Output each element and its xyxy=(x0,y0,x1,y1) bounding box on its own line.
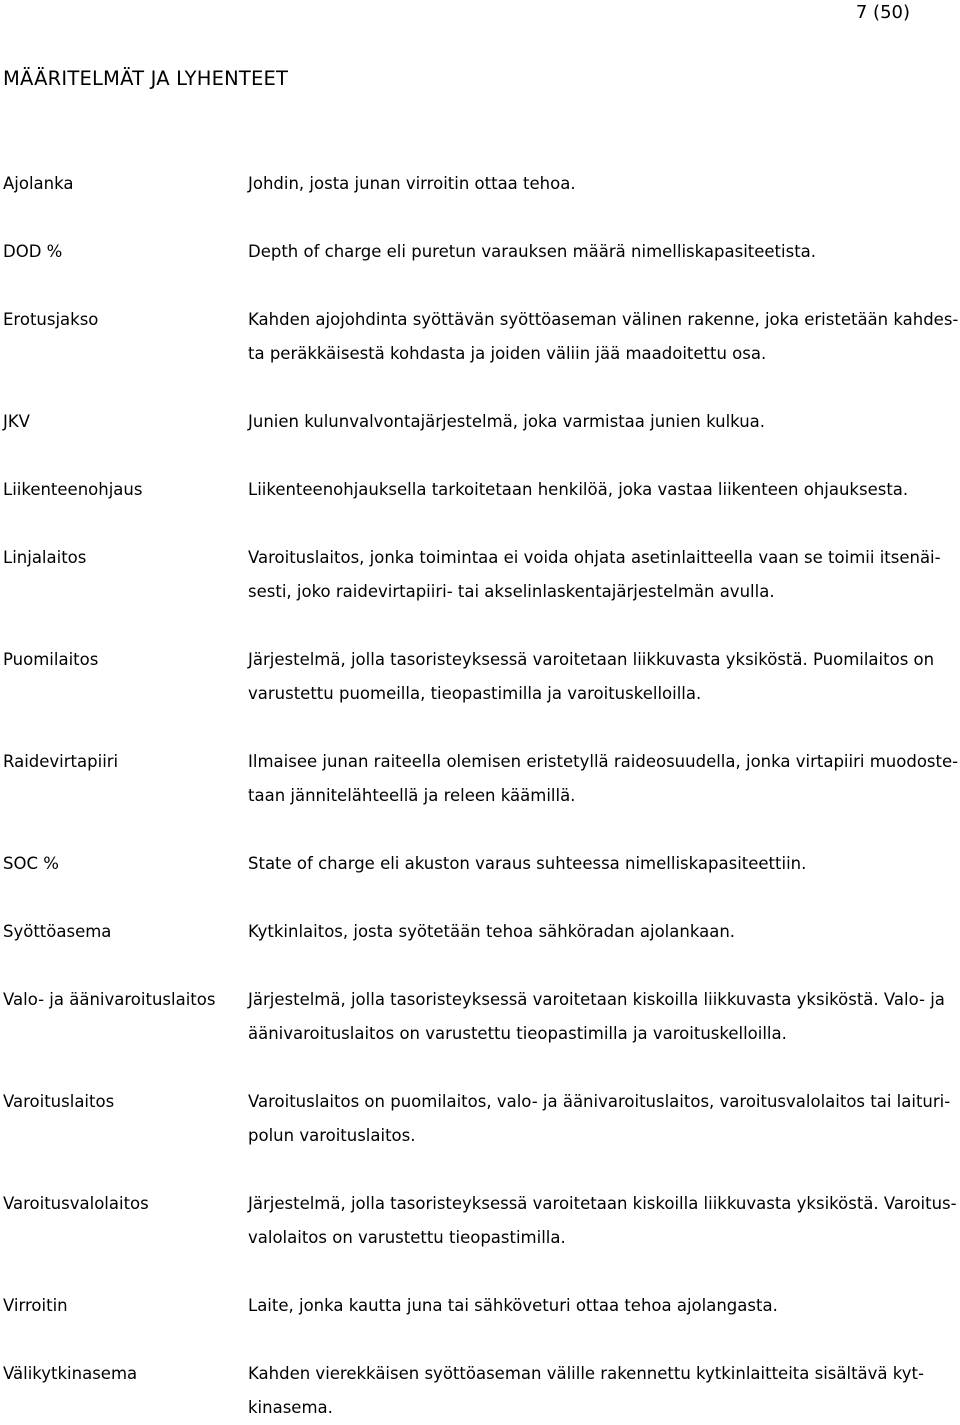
definition-line: Kahden vierekkäisen syöttöaseman välille rakennettu kytkinlaitteita sisältävä kyt- xyxy=(248,1364,924,1383)
glossary-term: Puomilaitos xyxy=(3,650,99,669)
glossary-definition xyxy=(248,1187,957,1255)
definition-line: ta peräkkäisestä kohdasta ja joiden väliin jää maadoitettu osa. xyxy=(248,344,767,363)
definition-line: Laite, jonka kautta juna tai sähköveturi ottaa tehoa ajolangasta. xyxy=(248,1296,778,1315)
glossary-definition xyxy=(248,167,954,201)
glossary-term: Varoituslaitos xyxy=(3,1092,115,1111)
glossary-definition xyxy=(248,1289,954,1323)
glossary-term: Raidevirtapiiri xyxy=(3,752,119,771)
glossary-term: Ajolanka xyxy=(3,174,74,193)
glossary-definition xyxy=(248,235,954,269)
glossary-term: SOC % xyxy=(3,854,59,873)
definition-line: kinasema. xyxy=(248,1398,333,1417)
definition-line: Liikenteenohjauksella tarkoitetaan henkilöä, joka vastaa liikenteen ohjauksesta. xyxy=(248,480,909,499)
definition-line: polun varoituslaitos. xyxy=(248,1126,416,1145)
definition-line: varustettu puomeilla, tieopastimilla ja varoituskelloilla. xyxy=(248,684,702,703)
definition-line: sesti, joko raidevirtapiiri- tai akselinlaskentajärjestelmän avulla. xyxy=(248,582,775,601)
glossary-term: JKV xyxy=(3,412,30,431)
glossary-term: Erotusjakso xyxy=(3,310,99,329)
glossary-definition xyxy=(248,541,954,609)
glossary-term: Varoitusvalolaitos xyxy=(3,1194,149,1213)
definition-line: taan jännitelähteellä ja releen käämillä. xyxy=(248,786,576,805)
definition-line: valolaitos on varustettu tieopastimilla. xyxy=(248,1228,566,1247)
glossary-term: Valo- ja äänivaroituslaitos xyxy=(3,990,216,1009)
glossary-definition xyxy=(248,745,959,813)
definition-line: Varoituslaitos, jonka toimintaa ei voida ohjata asetinlaitteella vaan se toimii itsenäi- xyxy=(248,548,941,567)
glossary-definition xyxy=(248,1085,954,1153)
glossary-term: Syöttöasema xyxy=(3,922,112,941)
page-number: 7 (50) xyxy=(855,2,910,23)
glossary-term: Linjalaitos xyxy=(3,548,87,567)
definition-line: Järjestelmä, jolla tasoristeyksessä varoitetaan kiskoilla liikkuvasta yksiköstä. Varoitus- xyxy=(248,1194,957,1213)
glossary-definition xyxy=(248,1357,954,1425)
definition-line: State of charge eli akuston varaus suhteessa nimelliskapasiteettiin. xyxy=(248,854,807,873)
glossary-definition xyxy=(248,915,954,949)
definition-line: äänivaroituslaitos on varustettu tieopastimilla ja varoituskelloilla. xyxy=(248,1024,787,1043)
definition-line: Ilmaisee junan raiteella olemisen eristetyllä raideosuudella, jonka virtapiiri muodoste- xyxy=(248,752,959,771)
glossary-term: Välikytkinasema xyxy=(3,1364,138,1383)
definition-line: Depth of charge eli puretun varauksen määrä nimelliskapasiteetista. xyxy=(248,242,817,261)
definition-line: Kahden ajojohdinta syöttävän syöttöaseman välinen rakenne, joka eristetään kahdes- xyxy=(248,310,959,329)
glossary-definition xyxy=(248,847,954,881)
definition-line: Junien kulunvalvontajärjestelmä, joka varmistaa junien kulkua. xyxy=(248,412,766,431)
definition-line: Järjestelmä, jolla tasoristeyksessä varoitetaan kiskoilla liikkuvasta yksiköstä. Valo- ja xyxy=(248,990,945,1009)
glossary-definition xyxy=(248,405,954,439)
section-title: MÄÄRITELMÄT JA LYHENTEET xyxy=(3,67,289,90)
glossary-term: DOD % xyxy=(3,242,63,261)
glossary-definition xyxy=(248,643,954,711)
glossary-definition xyxy=(248,983,954,1051)
definition-line: Järjestelmä, jolla tasoristeyksessä varoitetaan liikkuvasta yksiköstä. Puomilaitos on xyxy=(248,650,935,669)
glossary-definition xyxy=(248,473,954,507)
glossary-term: Liikenteenohjaus xyxy=(3,480,143,499)
definition-line: Varoituslaitos on puomilaitos, valo- ja äänivaroituslaitos, varoitusvalolaitos tai laituri- xyxy=(248,1092,951,1111)
definition-line: Kytkinlaitos, josta syötetään tehoa sähköradan ajolankaan. xyxy=(248,922,736,941)
glossary-term: Virroitin xyxy=(3,1296,68,1315)
glossary-definition xyxy=(248,303,959,371)
definition-line: Johdin, josta junan virroitin ottaa tehoa. xyxy=(248,174,576,193)
